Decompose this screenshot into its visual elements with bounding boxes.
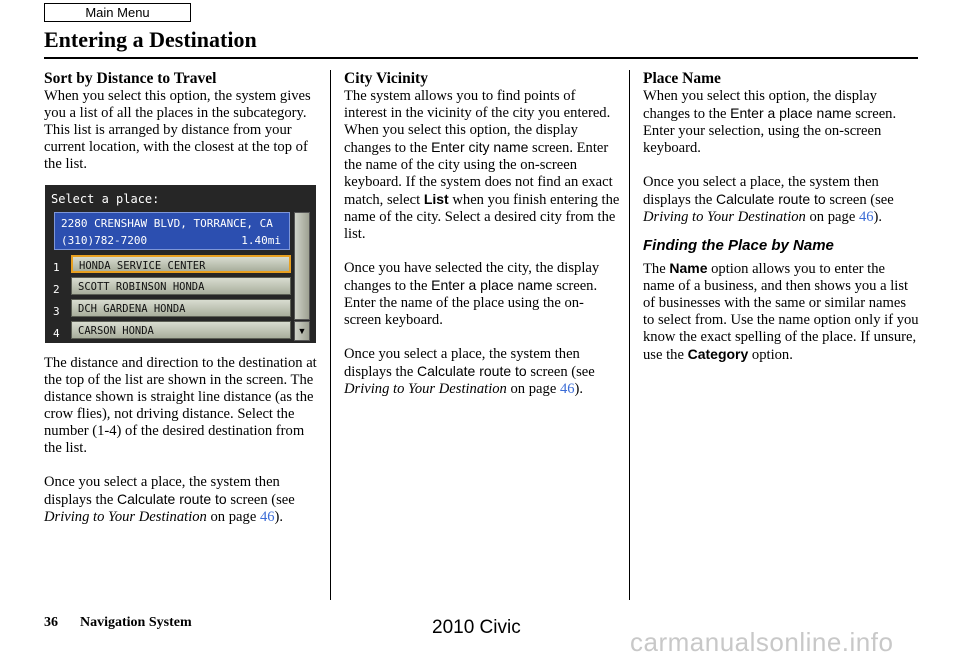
title-divider: [44, 57, 918, 59]
paragraph: Once you have selected the city, the display changes to the Enter a place name screen. Enter the name of the place using the on-screen keyboard.: [344, 260, 600, 328]
heading-city-vicinity: City Vicinity: [344, 70, 428, 87]
list-item-label: DCH GARDENA HONDA: [78, 303, 186, 315]
heading-place-name: Place Name: [643, 70, 721, 87]
paragraph: When you select this option, the display changes to the Enter a place name screen. Enter your selection, using the on-screen keyboard.: [643, 88, 897, 156]
column-sort-by-distance: [44, 70, 320, 526]
model-watermark: 2010 Civic: [432, 617, 521, 638]
list-item-label: HONDA SERVICE CENTER: [79, 260, 206, 272]
list-item-1[interactable]: [71, 255, 291, 273]
scroll-down-arrow-icon[interactable]: ▼: [294, 321, 310, 341]
paragraph: When you select this option, the system gives you a list of all the places in the subcategory. This list is arranged by distance from your current location, with the closest at the top of the list.: [44, 88, 311, 172]
list-item-3[interactable]: [71, 299, 291, 317]
list-item-2[interactable]: [71, 277, 291, 295]
phone-text: (310)782-7200: [61, 234, 148, 247]
column-divider: [330, 70, 331, 600]
main-menu-button[interactable]: Main Menu: [44, 3, 191, 22]
paragraph: The distance and direction to the destination at the top of the list are shown in the screen. The distance shown is straight line distance (as the crow flies), not driving distance. Select the number (1-4) of the desired destination from the list.: [44, 355, 317, 456]
heading-sort-by-distance: Sort by Distance to Travel: [44, 70, 217, 87]
page-link[interactable]: 46: [858, 209, 874, 225]
screen-name: Calculate route to: [416, 363, 527, 379]
subheading-find-by-name: Finding the Place by Name: [643, 237, 834, 254]
paragraph: The system allows you to find points of interest in the vicinity of the city you entered. When you select this option, the display changes to the Enter city name screen. Enter the name of the city using the on-screen keyboard. If the system does not find an exact match, select List when you finish entering the name of the city. Select a desired city from the list.: [344, 88, 620, 242]
screen-name: Enter a place name: [431, 277, 553, 293]
screen-name: Calculate route to: [715, 191, 826, 207]
list-number: 2: [53, 283, 60, 296]
address-box: [54, 212, 290, 250]
site-watermark: carmanualsonline.info: [630, 627, 894, 657]
button-name: List: [423, 191, 449, 207]
address-text: 2280 CRENSHAW BLVD, TORRANCE, CA: [61, 217, 273, 230]
list-item-label: CARSON HONDA: [78, 325, 154, 337]
scrollbar-track[interactable]: [294, 212, 310, 320]
screen-name: Calculate route to: [116, 491, 227, 507]
page-link[interactable]: 46: [259, 509, 275, 525]
distance-text: 1.40mi: [241, 234, 281, 247]
paragraph: Once you select a place, the system then displays the Calculate route to screen (see Driving to Your Destination on page 46).: [344, 346, 595, 397]
list-item-4[interactable]: [71, 321, 291, 339]
list-number: 1: [53, 261, 60, 274]
page-link[interactable]: 46: [559, 381, 575, 397]
option-name: Name: [669, 260, 708, 276]
paragraph: The Name option allows you to enter the name of a business, and then shows you a list of businesses with the same or similar names to select from. Use the name option only if you know the exact spelling of the place. If unsure, use the Category option.: [643, 260, 919, 363]
column-place-name: [643, 70, 919, 364]
page-number: 36: [44, 615, 58, 630]
column-divider: [629, 70, 630, 600]
screen-title: Select a place:: [51, 192, 160, 206]
list-number: 3: [53, 305, 60, 318]
paragraph: Once you select a place, the system then displays the Calculate route to screen (see Driving to Your Destination on page 46).: [643, 174, 894, 225]
screen-name: Enter city name: [431, 139, 529, 155]
page-title: Entering a Destination: [44, 27, 257, 52]
paragraph: Once you select a place, the system then displays the Calculate route to screen (see Driving to Your Destination on page 46).: [44, 474, 295, 525]
list-number: 4: [53, 327, 60, 340]
screen-name: Enter a place name: [730, 105, 852, 121]
option-name: Category: [687, 346, 749, 362]
footer-section-name: Navigation System: [80, 615, 192, 630]
column-city-vicinity: [344, 70, 620, 398]
list-item-label: SCOTT ROBINSON HONDA: [78, 281, 205, 293]
nav-screen-select-place: [45, 185, 316, 343]
